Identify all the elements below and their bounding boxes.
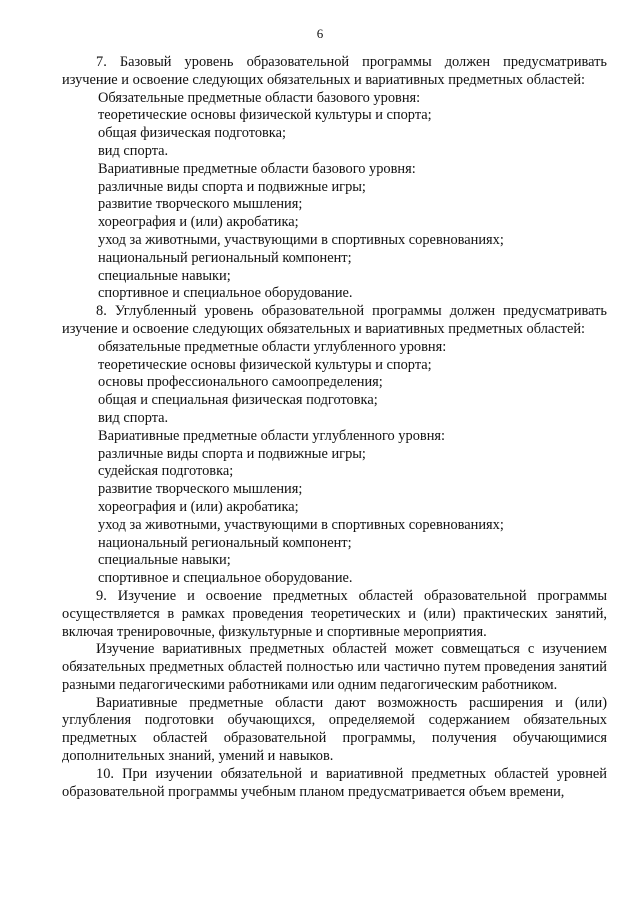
list-item: обязательные предметные области углубленного уровня: [98,338,447,355]
list-item: основы профессионального самоопределения; [98,374,383,391]
section-9-paragraph: Изучение вариативных предметных областей может совмещаться с изучением обязательных предметных областей полностью или частично путем проведения занятий разными педагогическими работниками или одним педагогическим работником. [62,641,607,693]
list-item: Вариативные предметные области базового уровня: [98,160,416,177]
list-item: судейская подготовка; [98,463,234,480]
page-number: 6 [316,26,324,41]
list-item: специальные навыки; [98,552,231,569]
list-item: общая физическая подготовка; [98,125,286,142]
section-8-intro: 8. Углубленный уровень образовательной программы должен предусматривать изучение и освоение следующих обязательных и вариативных предметных областей: [62,303,607,337]
section-7-intro: 7. Базовый уровень образовательной программы должен предусматривать изучение и освоение следующих обязательных и вариативных предметных областей: [62,54,607,88]
list-item: национальный региональный компонент; [98,534,352,551]
list-item: вид спорта. [98,409,169,426]
section-9-paragraph: 9. Изучение и освоение предметных областей образовательной программы осуществляется в рамках проведения теоретических и (или) практических занятий, включая тренировочные, физкультурные и спортивные мероприятия. [62,587,607,640]
list-item: хореография и (или) акробатика; [98,214,299,231]
list-item: развитие творческого мышления; [98,481,303,498]
document-body [62,54,607,801]
list-item: уход за животными, участвующими в спортивных соревнованиях; [98,516,504,533]
list-item: Обязательные предметные области базового уровня: [98,89,421,106]
list-item: теоретические основы физической культуры и спорта; [98,107,432,124]
list-item: развитие творческого мышления; [98,196,303,213]
list-item: спортивное и специальное оборудование. [98,570,353,587]
list-item: национальный региональный компонент; [98,249,352,266]
list-item: вид спорта. [98,142,169,159]
list-item: специальные навыки; [98,267,231,284]
section-10-paragraph: 10. При изучении обязательной и вариативной предметных областей уровней образовательной программы учебным планом предусматривается объем времени, [62,765,607,800]
section-9-paragraph: Вариативные предметные области дают возможность расширения и (или) углубления подготовки обучающихся, определяемой содержанием обязательных предметных областей образовательной программы, получения обучающимися дополнительных знаний, умений и навыков. [62,694,607,765]
section-7-list [62,90,607,304]
list-item: хореография и (или) акробатика; [98,498,299,515]
list-item: теоретические основы физической культуры и спорта; [98,356,432,373]
list-item: различные виды спорта и подвижные игры; [98,178,366,195]
section-8-list [62,339,607,588]
list-item: общая и специальная физическая подготовка; [98,392,378,409]
list-item: спортивное и специальное оборудование. [98,285,353,302]
list-item: Вариативные предметные области углубленного уровня: [98,427,446,444]
list-item: различные виды спорта и подвижные игры; [98,445,366,462]
list-item: уход за животными, участвующими в спортивных соревнованиях; [98,231,504,248]
